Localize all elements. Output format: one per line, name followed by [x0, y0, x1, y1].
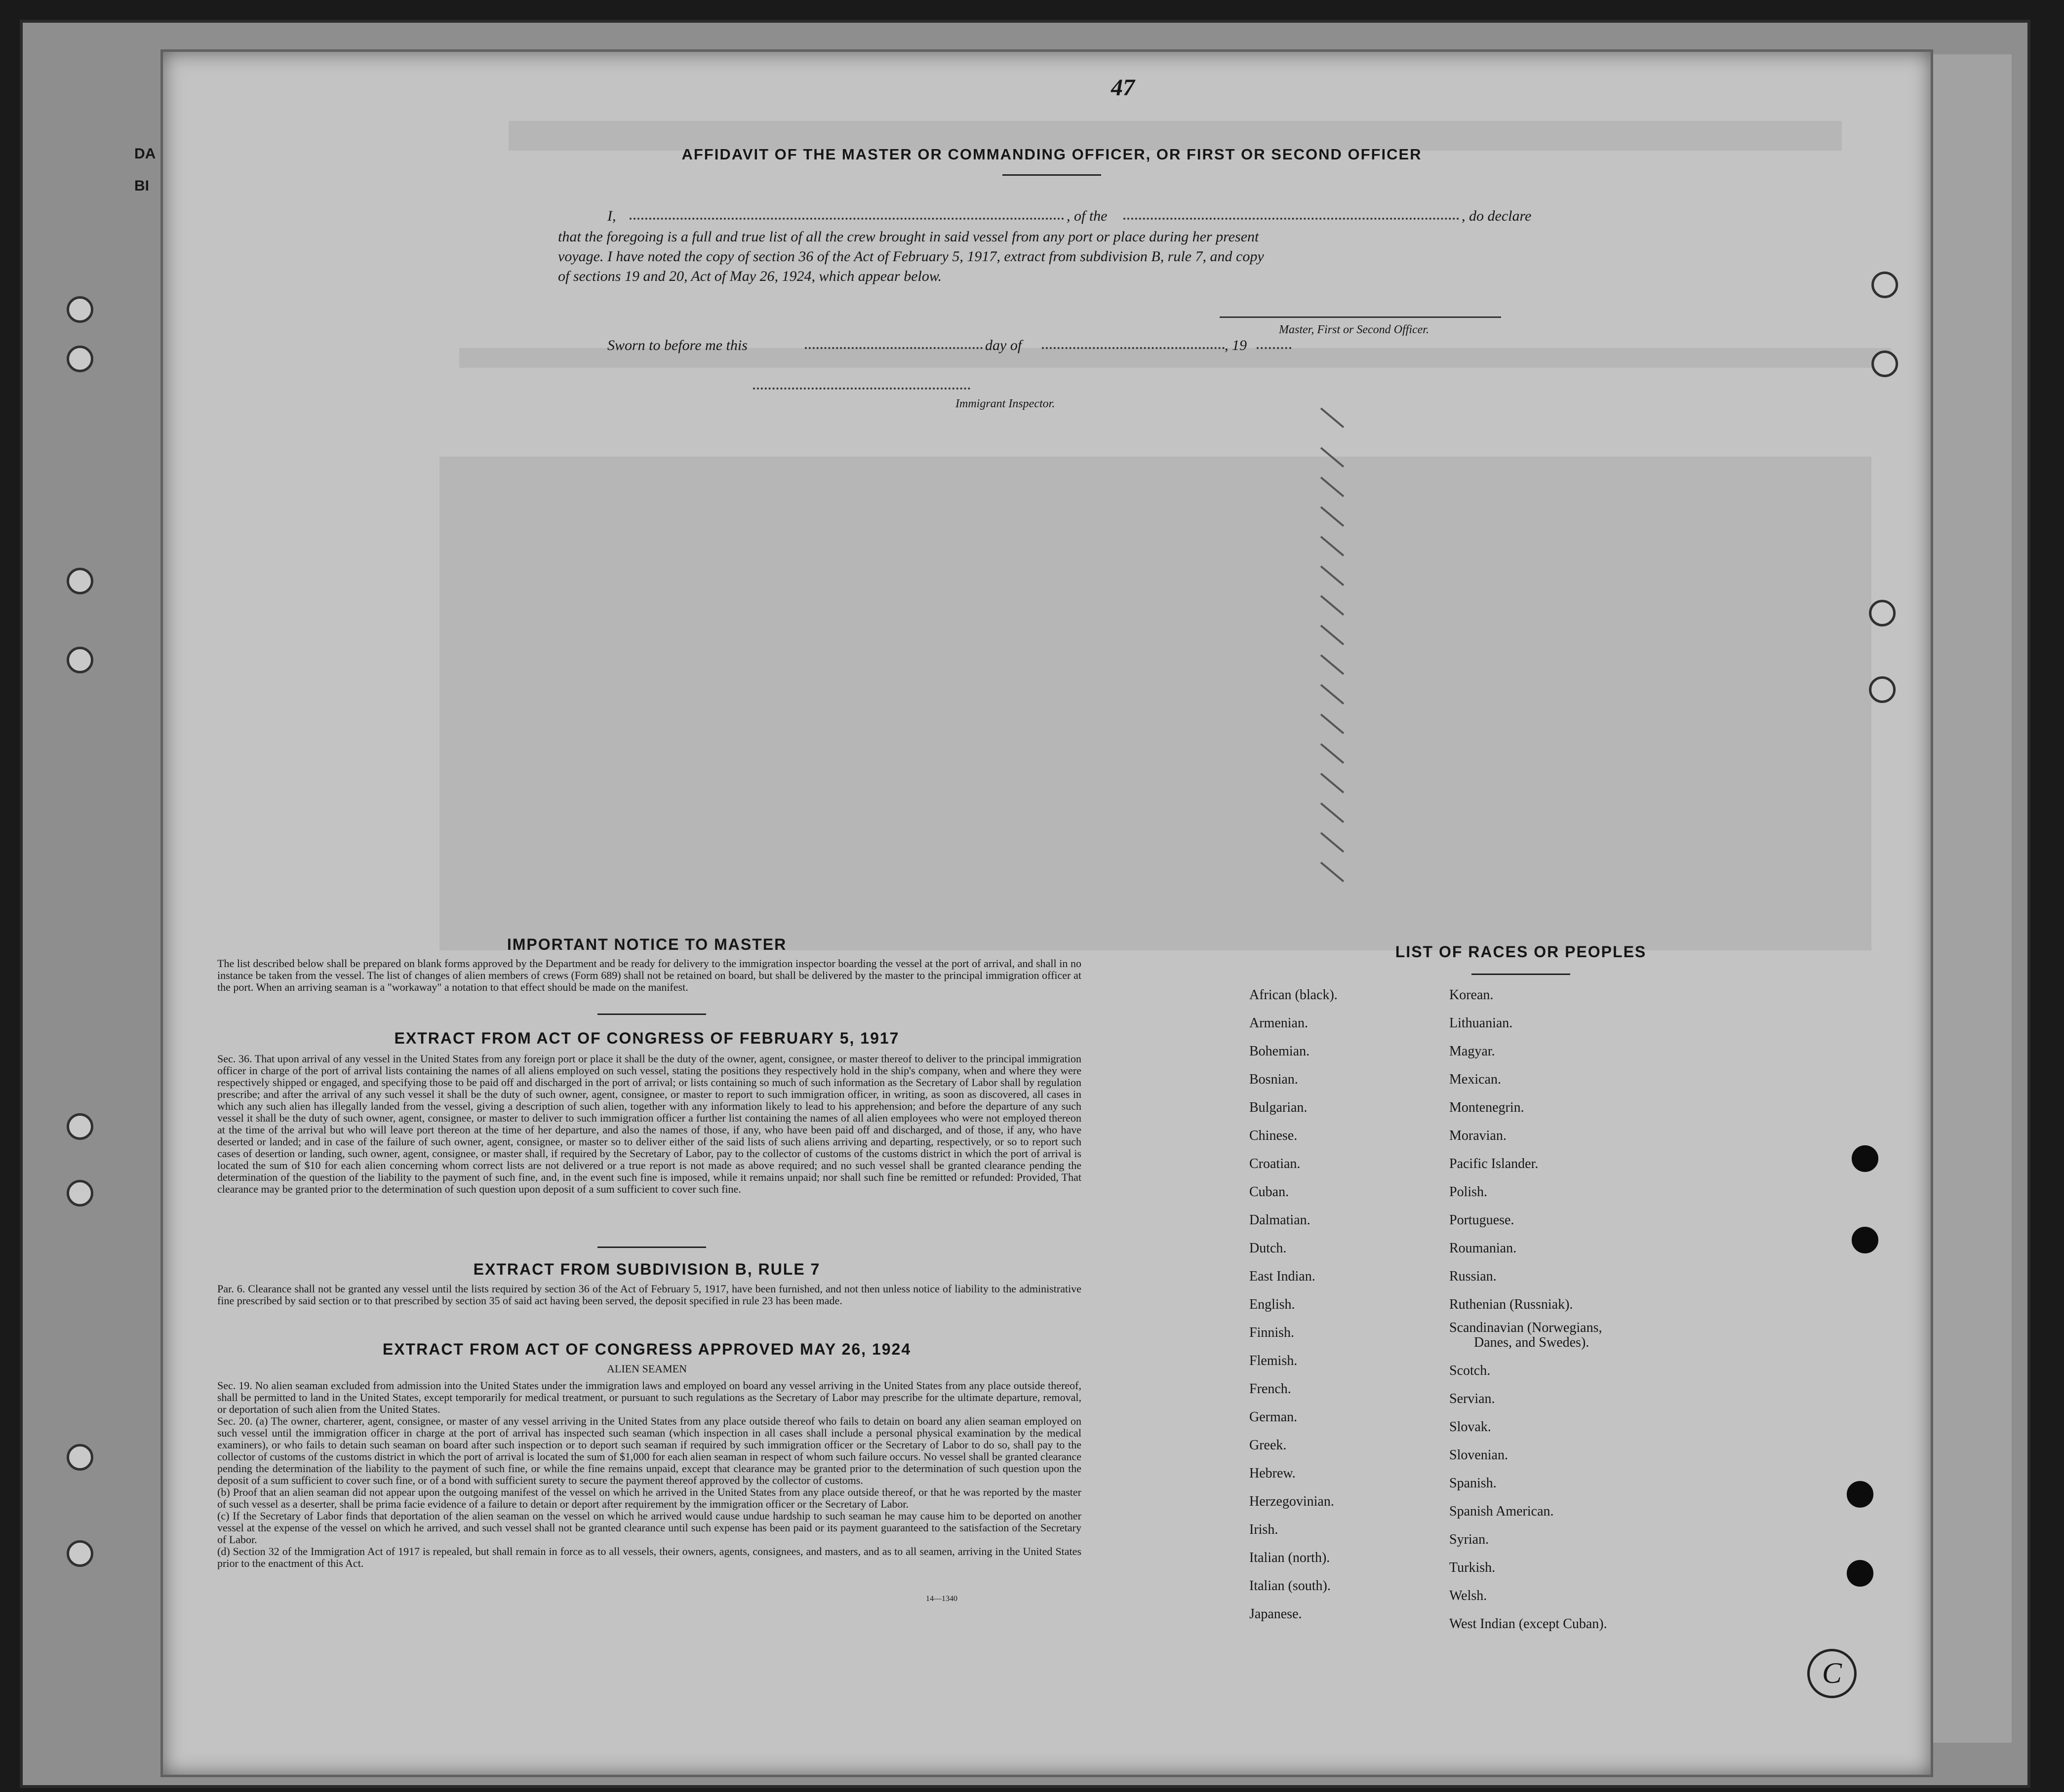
race-item: Scandinavian (Norwegians, [1449, 1320, 1602, 1335]
affidavit-body-3: of sections 19 and 20, Act of May 26, 1924, which appear below. [558, 268, 942, 284]
race-item: Finnish. [1249, 1325, 1295, 1340]
affidavit-i: I, [607, 208, 616, 224]
rule7-body: Par. 6. Clearance shall not be granted any vessel until the lists required by section 36 of the Act of February 5, 1917, have been furnished, and not then unless notice of liability to the administrative fine prescribed by said section or to that prescribed by section 35 of said act having been served, the deposit specified in rule 23 has been made. [217, 1283, 1081, 1307]
rule7-title: EXTRACT FROM SUBDIVISION B, RULE 7 [473, 1260, 821, 1278]
race-item: Dutch. [1249, 1241, 1287, 1256]
document-page [160, 49, 1933, 1777]
race-item: Bohemian. [1249, 1044, 1310, 1059]
affidavit-title: AFFIDAVIT OF THE MASTER OR COMMANDING OFFICER, OR FIRST OR SECOND OFFICER [681, 146, 1422, 163]
race-item: Hebrew. [1249, 1466, 1296, 1481]
affidavit-body-1: that the foregoing is a full and true list of all the crew brought in said vessel from any port or place during her present [558, 229, 1259, 245]
race-item: Spanish. [1449, 1476, 1497, 1491]
race-item: Turkish. [1449, 1560, 1496, 1575]
title-rule [1002, 174, 1101, 176]
affidavit-do-declare: , do declare [1462, 208, 1532, 224]
extract-1917-rule [597, 1247, 706, 1248]
race-item: African (black). [1249, 987, 1338, 1003]
race-item: Montenegrin. [1449, 1100, 1524, 1115]
race-item: English. [1249, 1297, 1295, 1312]
alien-seamen-subtitle: ALIEN SEAMEN [607, 1363, 687, 1375]
race-item: Slovenian. [1449, 1447, 1508, 1463]
edge-text-2: BI [134, 178, 149, 194]
race-item: Roumanian. [1449, 1241, 1517, 1256]
race-item: Italian (south). [1249, 1578, 1331, 1594]
races-rule [1471, 974, 1570, 975]
master-label: Master, First or Second Officer. [1279, 323, 1429, 336]
sworn-year-field[interactable] [1257, 347, 1291, 349]
race-item: Chinese. [1249, 1128, 1298, 1143]
race-item: Armenian. [1249, 1015, 1308, 1031]
race-item: Spanish American. [1449, 1504, 1554, 1519]
extract-1924-body [217, 1380, 1081, 1569]
race-item: Italian (north). [1249, 1550, 1330, 1565]
race-item: Magyar. [1449, 1044, 1495, 1059]
race-item: Korean. [1449, 987, 1494, 1003]
race-item: Pacific Islander. [1449, 1156, 1539, 1171]
race-item: Cuban. [1249, 1184, 1289, 1200]
race-item: Ruthenian (Russniak). [1449, 1297, 1573, 1312]
extract-1917-body: Sec. 36. That upon arrival of any vessel in the United States from any foreign port or place it shall be the duty of the owner, agent, consignee, or master thereof to deliver to the principal immigration officer in charge of the port of arrival lists containing the names of all aliens employed on such vessel, stating the positions they respectively hold in the ship's company, when and where they were respectively shipped or engaged, and specifying those to be paid off and discharged in the port of arrival; or lists containing so much of such information as the Secretary of Labor shall by regulation prescribe; and after the arrival of any such vessel it shall be the duty of such owner, agent, consignee, or master to report to such immigration officer, in writing, as soon as discovered, all cases in which any such alien has illegally landed from the vessel, giving a description of such alien, together with any information likely to lead to his apprehension; and before the departure of any such vessel it shall be the duty of such owner, agent, consignee, or master to deliver to such immigration officer a further list containing the names of all alien employees who were not employed thereon at the time of the arrival but who will leave port thereon at the time of her departure, and also the names of those, if any, who have been paid off and discharged, and of those, if any, who have deserted or landed; and in case of the failure of such owner, agent, consignee, or master so to deliver either of the said lists of such aliens arriving and departing, respectively, or so to report such cases of desertion or landing, such owner, agent, consignee, or master shall, if required by the Secretary of Labor, pay to the collector of customs of the customs district in which the port of arrival is located the sum of $10 for each alien concerning whom correct lists are not delivered or a true report is not made as above required; and no such vessel shall be granted clearance pending the determination of the question of the liability to the payment of such fine, and, in the event such fine is imposed, while it remains unpaid; nor shall such fine be remitted or refunded: Provided, That clearance may be granted prior to the determination of such question upon deposit of a sum sufficient to cover such fine. [217, 1052, 1081, 1195]
sworn-text: Sworn to before me this [607, 337, 748, 353]
notice-body: The list described below shall be prepared on blank forms approved by the Department and be ready for delivery to the immigration inspector boarding the vessel at the port of arrival, and shall in no instance be taken from the vessel. The list of changes of alien members of crews (Form 689) shall not be retained on board, but shall be delivered by the master to the principal immigration officer at the port. When an arriving seaman is a "workaway" a notation to that effect should be made on the manifest. [217, 957, 1081, 993]
race-item: German. [1249, 1409, 1298, 1425]
sworn-month-field[interactable] [1042, 347, 1225, 349]
master-signature-line[interactable] [1220, 316, 1501, 318]
year-text: , 19 [1225, 337, 1247, 353]
sec-20c: (c) If the Secretary of Labor finds that deportation of the alien seaman on the vessel on which he arrived would cause undue hardship to such seaman he may cause him to be deported on another vessel at the expense of the vessel on which he arrived, and such vessel shall not be granted clearance until such expense has been paid or its payment guaranteed to the satisfaction of the Secretary of Labor. [217, 1510, 1081, 1546]
name-field[interactable] [630, 218, 1064, 220]
inspector-label: Immigrant Inspector. [955, 397, 1055, 410]
race-item: Japanese. [1249, 1606, 1302, 1622]
inspector-signature-line[interactable] [753, 388, 970, 390]
affidavit-body-2: voyage. I have noted the copy of section 36 of the Act of February 5, 1917, extract from subdivision B, rule 7, and copy [558, 248, 1264, 265]
race-item: Dalmatian. [1249, 1212, 1310, 1228]
race-item: Portuguese. [1449, 1212, 1514, 1228]
race-item: West Indian (except Cuban). [1449, 1616, 1607, 1632]
race-item: Croatian. [1249, 1156, 1301, 1171]
race-item: Servian. [1449, 1391, 1495, 1406]
race-item: Welsh. [1449, 1588, 1487, 1603]
sworn-day-field[interactable] [805, 347, 983, 349]
race-item: Scotch. [1449, 1363, 1491, 1378]
day-of-text: day of [985, 337, 1022, 353]
race-item: Mexican. [1449, 1072, 1501, 1087]
extract-1924-title: EXTRACT FROM ACT OF CONGRESS APPROVED MAY 26, 1924 [382, 1340, 912, 1358]
race-item: East Indian. [1249, 1269, 1315, 1284]
race-item: Bosnian. [1249, 1072, 1298, 1087]
form-number: 14—1340 [926, 1595, 957, 1603]
race-item: Lithuanian. [1449, 1015, 1513, 1031]
race-item: Flemish. [1249, 1353, 1298, 1368]
race-item: Herzegovinian. [1249, 1494, 1334, 1509]
race-item: Slovak. [1449, 1419, 1491, 1435]
race-item: Bulgarian. [1249, 1100, 1308, 1115]
circled-letter-stamp: C [1807, 1649, 1857, 1698]
sec-20d: (d) Section 32 of the Immigration Act of 1917 is repealed, but shall remain in force as to all vessels, their owners, agents, consignees, and masters, and as to all seamen, arriving in the United States prior to the enactment of this Act. [217, 1545, 1081, 1569]
race-item: Greek. [1249, 1438, 1287, 1453]
notice-title: IMPORTANT NOTICE TO MASTER [507, 935, 787, 953]
notice-rule [597, 1013, 706, 1015]
vessel-field[interactable] [1123, 218, 1459, 220]
race-item: Russian. [1449, 1269, 1497, 1284]
sec-20a: Sec. 20. (a) The owner, charterer, agent, consignee, or master of any vessel arriving in the United States from any place outside thereof who fails to detain on board any alien seaman employed on such vessel until the immigration officer in charge at the port of arrival has inspected such seaman (which inspection in all cases shall include a personal physical examination by the medical examiners), or who fails to detain such seaman on board after such inspection or to deport such seaman if required by such immigration officer or the Secretary of Labor to do so, shall pay to the collector of customs of the customs district in which the port of arrival is located the sum of $1,000 for each alien seaman in respect of whom such failure occurs. No vessel shall be granted clearance pending the determination of the liability to the payment of such fine, or while the fine remains unpaid, except that clearance may be granted prior to the determination of such question upon the deposit of a sum sufficient to cover such fine, or of a bond with sufficient surety to secure the payment thereof approved by the collector of customs. [217, 1415, 1081, 1486]
page-number: 47 [1111, 75, 1135, 101]
extract-1917-title: EXTRACT FROM ACT OF CONGRESS OF FEBRUARY 5, 1917 [394, 1029, 900, 1047]
race-item: Syrian. [1449, 1532, 1489, 1547]
race-item: Danes, and Swedes). [1474, 1335, 1589, 1350]
sec-20b: (b) Proof that an alien seaman did not appear upon the outgoing manifest of the vessel on which he arrived in the United States from any place outside thereof, or that he was reported by the master of such vessel as a deserter, shall be prima facie evidence of a failure to detain or deport after requirement by the immigration officer or the Secretary of Labor. [217, 1486, 1081, 1510]
sec-19: Sec. 19. No alien seaman excluded from admission into the United States under the immigration laws and employed on board any vessel arriving in the United States from any place outside thereof, shall be permitted to land in the United States, except temporarily for medical treatment, or pursuant to such regulations as the Secretary of Labor may prescribe for the ultimate departure, removal, or deportation of such alien from the United States. [217, 1379, 1081, 1415]
race-item: Polish. [1449, 1184, 1488, 1200]
affidavit-of-the: , of the [1067, 208, 1108, 224]
race-item: French. [1249, 1381, 1291, 1397]
edge-text-1: DA [134, 146, 156, 162]
race-item: Moravian. [1449, 1128, 1507, 1143]
races-title: LIST OF RACES OR PEOPLES [1395, 943, 1647, 961]
race-item: Irish. [1249, 1522, 1278, 1537]
